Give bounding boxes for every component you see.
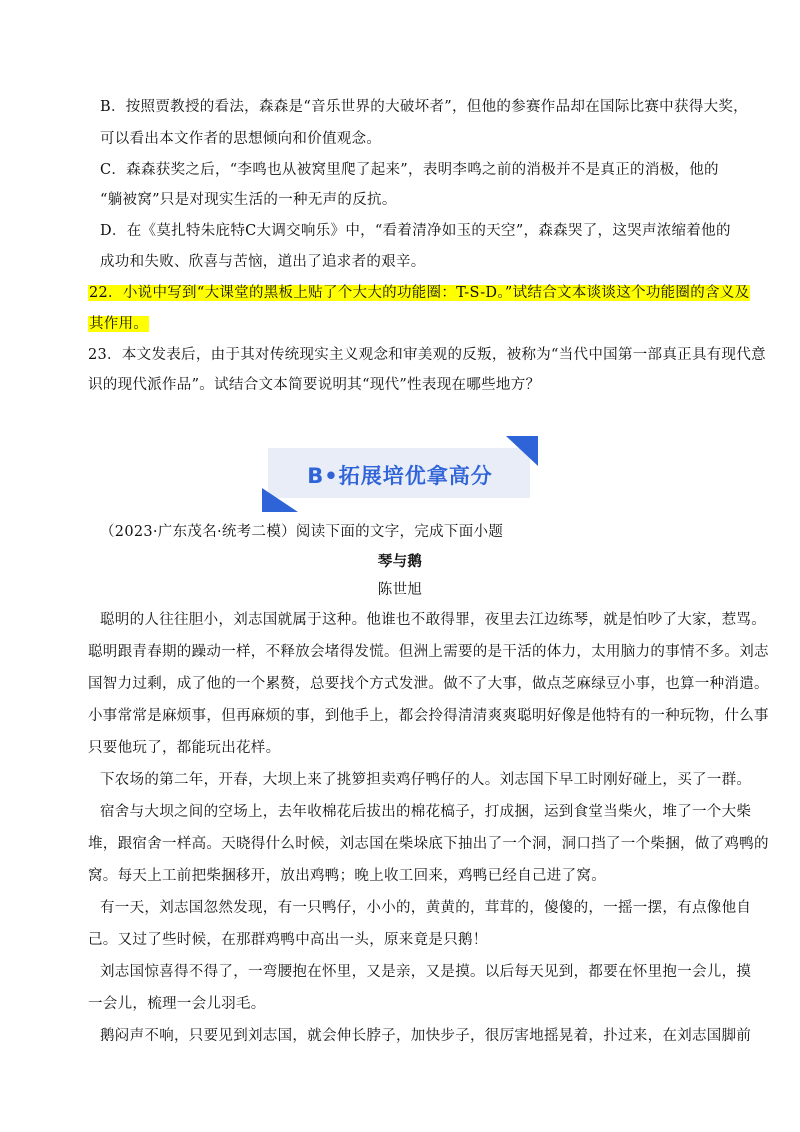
article-line: 己。又过了些时候，在那群鸡鸭中高出一头，原来竟是只鹅！ [88,932,488,948]
article-line: 国智力过剩，成了他的一个累赘，总要找个方式发泄。做不了大事，做点芝麻绿豆小事，也算一种消遣。 [88,676,769,692]
article-line: 窝。每天上工前把柴捆移开，放出鸡鸭；晚上收工回来，鸡鸭已经自己进了窝。 [88,868,606,884]
option-c-line-1: C．森森获奖之后，“李鸣也从被窝里爬了起来”，表明李鸣之前的消极并不是真正的消极，他的 [100,162,719,178]
article-line: 有一天，刘志国忽然发现，有一只鸭仔，小小的，黄黄的，茸茸的，傻傻的，一摇一摆，有点像他自 [100,900,752,916]
banner-title: B•拓展培优拿高分 [307,464,493,488]
article-line: 下农场的第二年，开春，大坝上来了挑箩担卖鸡仔鸭仔的人。刘志国下早工时刚好碰上，买了一群。 [100,772,752,788]
article-line: 宿舍与大坝之间的空场上，去年收棉花后拔出的棉花槁子，打成捆，运到食堂当柴火，堆了一个大柴 [100,804,752,820]
article-line: 只要他玩了，都能玩出花样。 [88,740,281,756]
option-b-line-2: 可以看出本文作者的思想倾向和价值观念。 [100,131,382,147]
question-22-line-2 [88,314,800,334]
question-22-highlight-1: 22．小说中写到“大课堂的黑板上贴了个大大的功能圈：T-S-D。”试结合文本谈谈这个功能圈的含义及 [89,285,750,301]
article-line: 聪明的人往往胆小，刘志国就属于这种。他谁也不敢得罪，夜里去江边练琴，就是怕吵了大家，惹骂。 [100,612,766,628]
question-22-line-1 [88,283,800,303]
article-line: 小事常常是麻烦事，但再麻烦的事，到他手上，都会拎得清清爽爽聪明好像是他特有的一种玩物，什么事 [88,708,769,724]
article-author: 陈世旭 [377,582,423,598]
article-line: 刘志国惊喜得不得了，一弯腰抱在怀里，又是亲，又是摸。以后每天见到，都要在怀里抱一会儿，摸 [100,964,752,980]
article-line: 聪明跟青春期的躁动一样，不释放会堵得发慌。但洲上需要的是干活的体力，太用脑力的事情不多。刘志 [88,644,769,660]
option-c-line-2: “躺被窝”只是对现实生活的一种无声的反抗。 [100,192,397,208]
question-23-line-1: 23．本文发表后，由于其对传统现实主义观念和审美观的反叛，被称为“当代中国第一部真正具有现代意 [88,347,766,363]
option-b-line-1: B．按照贾教授的看法，森森是“音乐世界的大破坏者”，但他的参赛作品却在国际比赛中获得大奖， [100,99,748,115]
question-22-highlight-2: 其作用。 [89,316,149,332]
article-line: 堆，跟宿舍一样高。天晓得什么时候，刘志国在柴垛底下抽出了一个洞，洞口挡了一个柴捆，做了鸡鸭的 [88,836,769,852]
question-23-line-2: 识的现代派作品”。试结合文本简要说明其“现代”性表现在哪些地方？ [88,377,541,393]
article-line: 鹅闷声不响，只要见到刘志国，就会伸长脖子，加快步子，很厉害地摇晃着，扑过来，在刘志国脚前 [100,1028,752,1044]
option-d-line-1: D．在《莫扎特朱庇特C大调交响乐》中，“看着清净如玉的天空”，森森哭了，这哭声浓缩着他的 [100,223,731,239]
option-d-line-2: 成功和失败、欣喜与苦恼，道出了追求者的艰辛。 [100,254,426,270]
source-note: （2023·广东茂名·统考二模）阅读下面的文字，完成下面小题 [100,524,504,540]
article-line: 一会儿，梳理一会儿羽毛。 [88,996,266,1012]
section-banner [262,436,538,512]
article-title: 琴与鹅 [377,553,423,570]
